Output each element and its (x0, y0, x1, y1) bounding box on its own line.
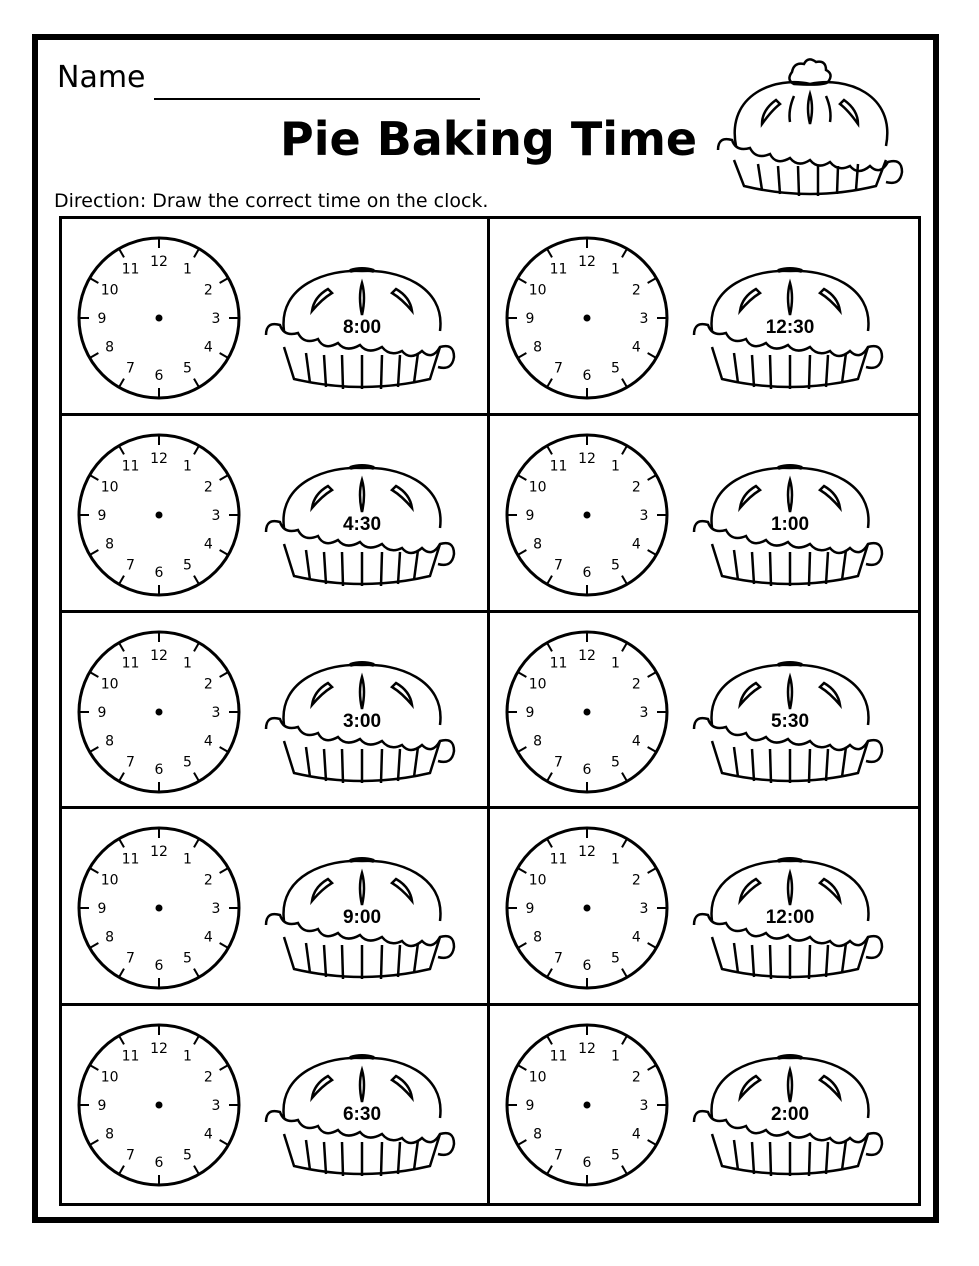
clock-number: 12 (150, 254, 168, 270)
clock-tick (194, 1166, 199, 1175)
clock-number: 2 (203, 479, 213, 496)
clock-tick (622, 446, 627, 455)
clock-tick (220, 475, 229, 480)
clock-tick (194, 839, 199, 848)
clock-tick (194, 446, 199, 455)
clock-number: 4 (631, 733, 641, 750)
clock-tick (119, 379, 124, 388)
clock-number: 10 (100, 282, 119, 299)
pie-time-label: 12:30 (765, 317, 815, 338)
clock-tick (547, 575, 552, 584)
clock-tick (119, 839, 124, 848)
clock-tick (648, 550, 657, 555)
clock-number: 11 (549, 852, 568, 869)
clock-number: 3 (211, 704, 221, 721)
clock-face-icon[interactable] (502, 1020, 672, 1190)
clock-face-icon[interactable] (74, 430, 244, 600)
clock-number: 12 (578, 450, 596, 467)
clock-number: 12 (578, 844, 596, 861)
clock-number: 11 (121, 1048, 140, 1065)
clock-number: 7 (554, 557, 563, 574)
clock-number: 5 (611, 360, 620, 377)
task-cell (490, 219, 918, 416)
clock-tick (622, 969, 627, 978)
clock-tick (194, 1036, 199, 1045)
clock-number: 12 (150, 450, 168, 467)
clock-number: 6 (582, 1155, 592, 1172)
clock-tick (90, 1140, 99, 1145)
clock-number: 2 (203, 1069, 213, 1086)
clock-number: 12 (150, 844, 168, 861)
clock-tick (119, 446, 124, 455)
clock-number: 7 (554, 753, 563, 770)
clock-tick (518, 550, 527, 555)
pie-time-label: 5:30 (770, 710, 810, 732)
clock-tick (547, 839, 552, 848)
clock-number: 11 (549, 655, 568, 672)
clock-tick (648, 278, 657, 283)
clock-number: 6 (582, 958, 592, 975)
clock-number: 9 (525, 901, 535, 918)
clock-tick (90, 550, 99, 555)
clock-tick (547, 379, 552, 388)
clock-number: 4 (631, 929, 641, 946)
clock-number: 8 (105, 929, 115, 946)
clock-number: 1 (611, 1048, 620, 1065)
clock-number: 12 (150, 647, 168, 664)
clock-tick (547, 249, 552, 258)
clock-number: 7 (126, 753, 135, 770)
clock-number: 8 (105, 536, 115, 553)
clock-tick (90, 1065, 99, 1070)
clock-number: 9 (525, 704, 535, 721)
clock-number: 1 (183, 852, 192, 869)
clock-number: 8 (533, 339, 543, 356)
clock-face-icon[interactable] (74, 1020, 244, 1190)
clock-number: 11 (549, 1048, 568, 1065)
clock-number: 1 (183, 655, 192, 672)
clock-number: 3 (639, 507, 649, 524)
task-cell (62, 613, 490, 810)
clock-center-dot (584, 315, 591, 322)
clock-number: 5 (183, 1147, 192, 1164)
task-grid (59, 216, 921, 1206)
clock-number: 8 (533, 536, 543, 553)
clock-tick (220, 353, 229, 358)
clock-number: 1 (183, 261, 192, 278)
clock-tick (90, 353, 99, 358)
clock-tick (194, 969, 199, 978)
clock-number: 9 (97, 1098, 107, 1115)
clock-center-dot (584, 905, 591, 912)
clock-tick (220, 550, 229, 555)
clock-number: 3 (211, 507, 221, 524)
clock-tick (90, 868, 99, 873)
clock-number: 3 (639, 1098, 649, 1115)
clock-tick (220, 672, 229, 677)
clock-tick (547, 772, 552, 781)
clock-face-icon[interactable] (74, 627, 244, 797)
clock-tick (119, 575, 124, 584)
clock-tick (220, 943, 229, 948)
pie-time-label: 2:00 (770, 1104, 810, 1126)
clock-tick (547, 969, 552, 978)
clock-number: 5 (183, 557, 192, 574)
task-cell (490, 1006, 918, 1203)
clock-number: 8 (105, 733, 115, 750)
clock-number: 6 (154, 1155, 164, 1172)
clock-number: 10 (528, 282, 547, 299)
clock-number: 9 (97, 901, 107, 918)
clock-number: 1 (611, 261, 620, 278)
clock-number: 2 (631, 282, 641, 299)
clock-number: 4 (203, 929, 213, 946)
clock-number: 5 (183, 753, 192, 770)
clock-number: 12 (578, 1041, 596, 1058)
clock-tick (119, 1036, 124, 1045)
clock-tick (518, 1140, 527, 1145)
clock-tick (119, 642, 124, 651)
clock-number: 1 (611, 655, 620, 672)
clock-number: 8 (533, 1126, 543, 1143)
clock-number: 3 (639, 901, 649, 918)
clock-number: 6 (154, 564, 164, 581)
clock-number: 7 (554, 360, 563, 377)
clock-tick (90, 278, 99, 283)
clock-center-dot (156, 905, 163, 912)
clock-number: 11 (121, 655, 140, 672)
clock-number: 10 (100, 872, 119, 889)
clock-tick (622, 1036, 627, 1045)
clock-number: 6 (154, 761, 164, 778)
clock-number: 7 (126, 1147, 135, 1164)
clock-number: 7 (126, 557, 135, 574)
clock-tick (119, 1166, 124, 1175)
clock-tick (518, 747, 527, 752)
clock-number: 4 (631, 339, 641, 356)
clock-number: 11 (121, 261, 140, 278)
clock-number: 4 (203, 733, 213, 750)
clock-tick (547, 642, 552, 651)
clock-number: 9 (97, 507, 107, 524)
clock-number: 4 (631, 536, 641, 553)
pie-time-label: 8:00 (342, 317, 382, 338)
clock-number: 8 (533, 733, 543, 750)
pie-time-label: 12:00 (765, 907, 815, 929)
clock-number: 6 (582, 368, 592, 384)
pie-time-label: 3:00 (342, 710, 382, 732)
clock-number: 10 (528, 479, 547, 496)
clock-tick (622, 379, 627, 388)
clock-center-dot (156, 708, 163, 715)
clock-number: 5 (183, 360, 192, 377)
clock-number: 11 (549, 261, 568, 278)
clock-tick (648, 672, 657, 677)
clock-tick (547, 446, 552, 455)
pie-time-label: 6:30 (342, 1104, 382, 1126)
clock-number: 3 (211, 901, 221, 918)
name-input-line[interactable] (154, 98, 480, 100)
clock-number: 11 (121, 852, 140, 869)
clock-number: 5 (611, 950, 620, 967)
clock-number: 4 (203, 1126, 213, 1143)
task-cell (490, 613, 918, 810)
clock-tick (518, 1065, 527, 1070)
clock-tick (90, 943, 99, 948)
pie-time-label: 9:00 (342, 907, 382, 929)
clock-center-dot (156, 511, 163, 518)
clock-number: 2 (203, 676, 213, 693)
decorative-pie-icon (706, 54, 914, 200)
clock-tick (194, 249, 199, 258)
clock-tick (220, 868, 229, 873)
clock-number: 7 (554, 1147, 563, 1164)
clock-tick (648, 475, 657, 480)
clock-tick (648, 1140, 657, 1145)
clock-number: 1 (183, 458, 192, 475)
clock-number: 3 (639, 704, 649, 721)
clock-number: 7 (554, 950, 563, 967)
clock-number: 3 (639, 311, 649, 327)
clock-tick (648, 1065, 657, 1070)
clock-number: 2 (203, 872, 213, 889)
clock-number: 9 (525, 1098, 535, 1115)
clock-number: 4 (203, 536, 213, 553)
clock-tick (622, 839, 627, 848)
clock-tick (194, 575, 199, 584)
clock-number: 10 (528, 1069, 547, 1086)
clock-tick (622, 249, 627, 258)
clock-tick (622, 642, 627, 651)
clock-number: 6 (154, 958, 164, 975)
clock-number: 12 (578, 647, 596, 664)
clock-tick (119, 969, 124, 978)
clock-number: 10 (100, 1069, 119, 1086)
clock-number: 1 (611, 852, 620, 869)
clock-face-icon[interactable] (502, 233, 672, 403)
clock-face-icon[interactable] (502, 823, 672, 993)
clock-number: 8 (105, 1126, 115, 1143)
clock-number: 7 (126, 360, 135, 377)
clock-number: 10 (100, 479, 119, 496)
clock-number: 6 (582, 761, 592, 778)
clock-tick (518, 868, 527, 873)
task-cell (490, 809, 918, 1006)
clock-center-dot (584, 511, 591, 518)
task-cell (62, 416, 490, 613)
page-title: Pie Baking Time (280, 112, 698, 166)
clock-number: 9 (97, 704, 107, 721)
clock-tick (518, 943, 527, 948)
task-cell (62, 219, 490, 416)
clock-number: 10 (528, 872, 547, 889)
clock-tick (119, 772, 124, 781)
clock-tick (194, 772, 199, 781)
clock-tick (90, 747, 99, 752)
clock-tick (220, 1140, 229, 1145)
clock-tick (194, 642, 199, 651)
clock-number: 9 (525, 311, 535, 327)
clock-number: 12 (150, 1041, 168, 1058)
name-label: Name (57, 60, 146, 95)
clock-number: 3 (211, 1098, 221, 1115)
clock-center-dot (156, 1102, 163, 1109)
clock-number: 5 (183, 950, 192, 967)
clock-number: 5 (611, 753, 620, 770)
clock-face-icon[interactable] (74, 233, 244, 403)
clock-tick (220, 747, 229, 752)
clock-tick (547, 1166, 552, 1175)
clock-number: 1 (183, 1048, 192, 1065)
clock-number: 8 (105, 339, 115, 356)
clock-tick (518, 278, 527, 283)
clock-number: 5 (611, 557, 620, 574)
clock-tick (518, 672, 527, 677)
clock-number: 12 (578, 254, 596, 270)
clock-tick (220, 278, 229, 283)
clock-tick (648, 943, 657, 948)
clock-number: 11 (121, 458, 140, 475)
clock-number: 1 (611, 458, 620, 475)
clock-face-icon[interactable] (502, 430, 672, 600)
clock-tick (90, 672, 99, 677)
clock-tick (622, 772, 627, 781)
task-cell (62, 1006, 490, 1203)
clock-number: 6 (582, 564, 592, 581)
pie-time-label: 1:00 (770, 513, 810, 535)
clock-number: 2 (631, 872, 641, 889)
clock-number: 2 (203, 282, 213, 299)
clock-number: 4 (631, 1126, 641, 1143)
clock-number: 3 (211, 311, 221, 327)
clock-center-dot (584, 708, 591, 715)
clock-number: 5 (611, 1147, 620, 1164)
clock-tick (90, 475, 99, 480)
clock-tick (622, 1166, 627, 1175)
clock-face-icon[interactable] (74, 823, 244, 993)
clock-center-dot (156, 315, 163, 322)
clock-face-icon[interactable] (502, 627, 672, 797)
clock-number: 8 (533, 929, 543, 946)
clock-tick (119, 249, 124, 258)
clock-tick (220, 1065, 229, 1070)
direction-text: Direction: Draw the correct time on the clock. (54, 190, 489, 212)
clock-number: 11 (549, 458, 568, 475)
clock-tick (194, 379, 199, 388)
clock-number: 9 (97, 311, 107, 327)
clock-number: 7 (126, 950, 135, 967)
clock-number: 9 (525, 507, 535, 524)
clock-tick (648, 868, 657, 873)
clock-number: 10 (528, 676, 547, 693)
clock-number: 6 (154, 368, 164, 384)
clock-center-dot (584, 1102, 591, 1109)
task-cell (62, 809, 490, 1006)
clock-tick (547, 1036, 552, 1045)
clock-tick (518, 353, 527, 358)
clock-number: 10 (100, 676, 119, 693)
clock-tick (648, 747, 657, 752)
task-cell (490, 416, 918, 613)
pie-time-label: 4:30 (342, 513, 382, 535)
clock-tick (648, 353, 657, 358)
clock-tick (622, 575, 627, 584)
clock-number: 4 (203, 339, 213, 356)
clock-tick (518, 475, 527, 480)
clock-number: 2 (631, 1069, 641, 1086)
clock-number: 2 (631, 676, 641, 693)
clock-number: 2 (631, 479, 641, 496)
